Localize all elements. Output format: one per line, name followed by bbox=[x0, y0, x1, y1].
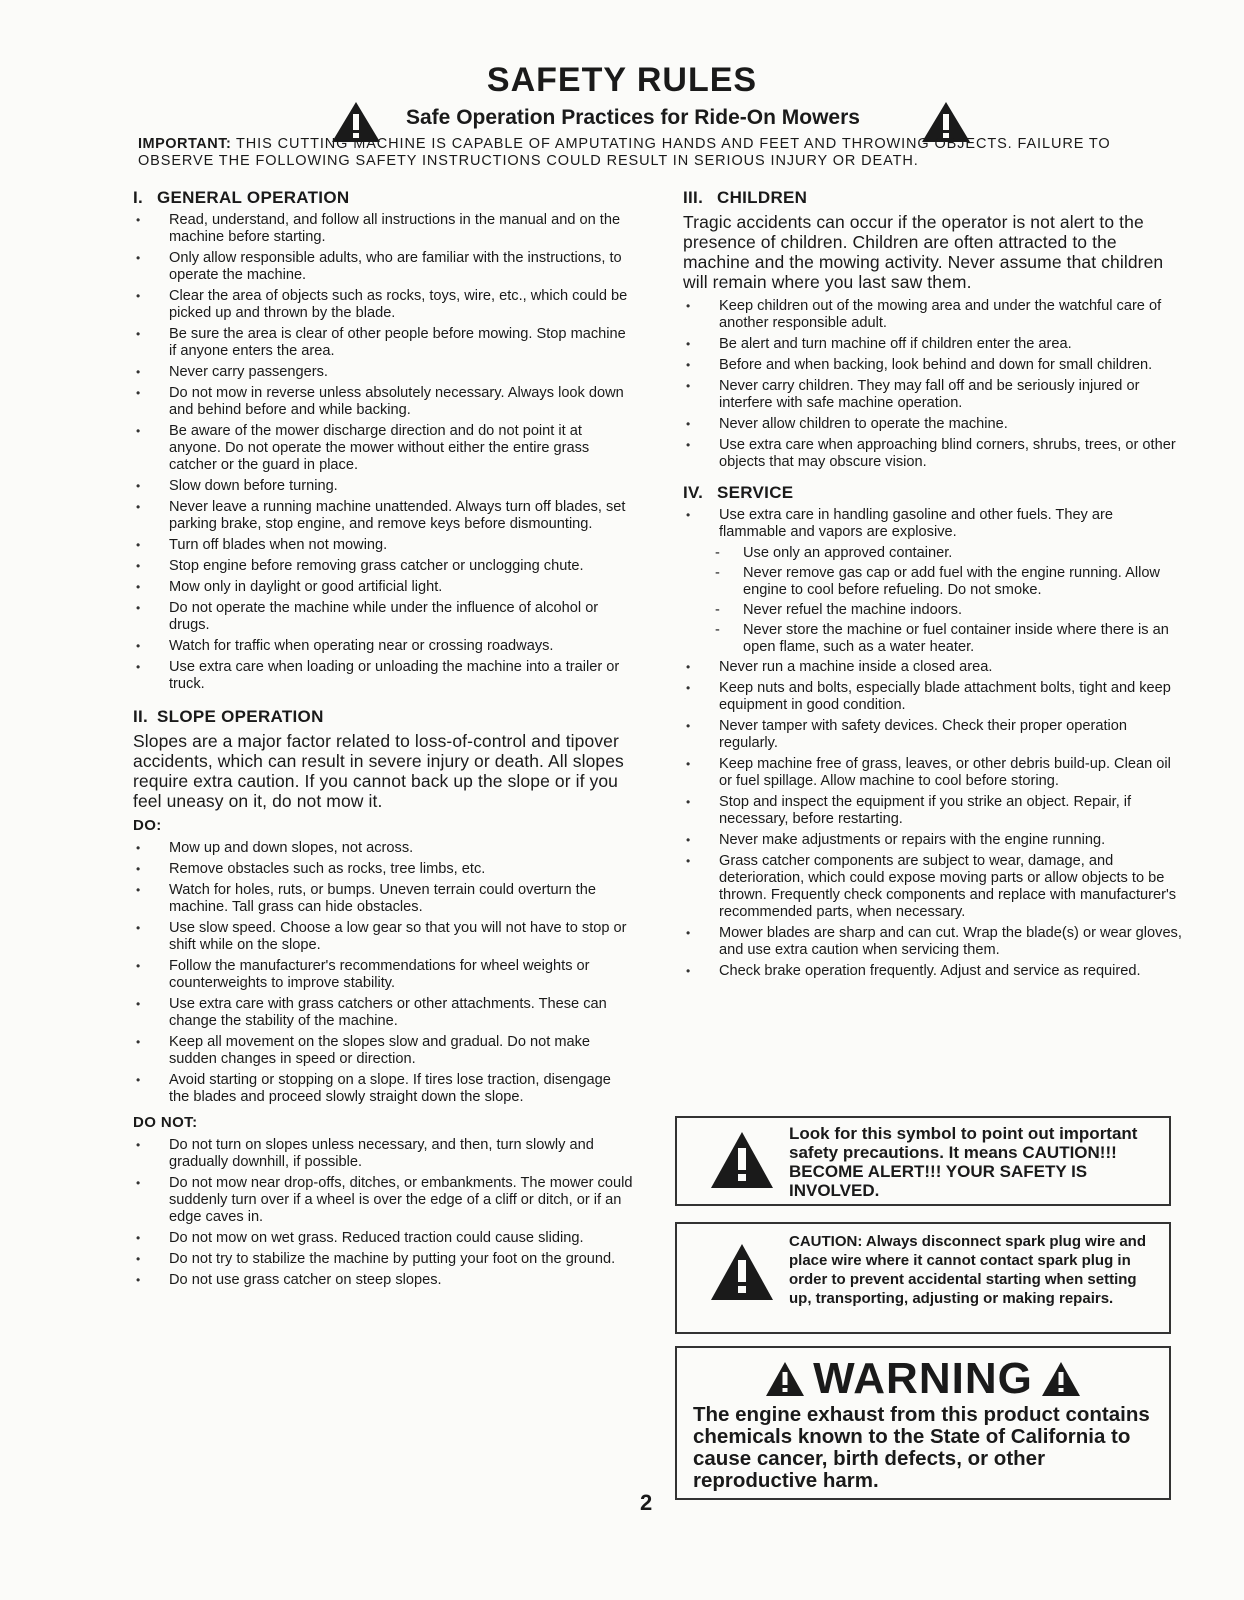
list-item: • Do not mow in reverse unless absolutely necessary. Always look down and behind before and while backing. bbox=[133, 385, 633, 419]
list-item: • Do not mow on wet grass. Reduced traction could cause sliding. bbox=[133, 1230, 633, 1247]
list-item: • Be aware of the mower discharge direction and do not point it at anyone. Do not operate the mower without either the entire grass catcher or the guard in place. bbox=[133, 423, 633, 474]
do-label: DO: bbox=[133, 817, 162, 834]
list-item: • Stop engine before removing grass catcher or unclogging chute. bbox=[133, 558, 633, 575]
list-item: • Never carry children. They may fall off and be seriously injured or interfere with safe machine operation. bbox=[683, 378, 1183, 412]
important-text: THIS CUTTING MACHINE IS CAPABLE OF AMPUTATING HANDS AND FEET AND THROWING OBJECTS. FAILURE TO OBSERVE THE FOLLOWING SAFETY INSTRUCTIONS COULD RESULT IN SERIOUS INJURY OR DEATH. bbox=[138, 136, 1111, 169]
list-item: • Turn off blades when not mowing. bbox=[133, 537, 633, 554]
list-item: • Mow up and down slopes, not across. bbox=[133, 840, 633, 857]
list-item: • Only allow responsible adults, who are familiar with the instructions, to operate the machine. bbox=[133, 250, 633, 284]
slope-do-list bbox=[133, 840, 633, 1106]
list-item: • Use extra care when loading or unloading the machine into a trailer or truck. bbox=[133, 659, 633, 693]
list-item: • Read, understand, and follow all instructions in the manual and on the machine before starting. bbox=[133, 212, 633, 246]
caution-box bbox=[675, 1222, 1171, 1334]
general-operation-list bbox=[133, 212, 633, 693]
list-item: • Do not turn on slopes unless necessary, and then, turn slowly and gradually downhill, if possible. bbox=[133, 1137, 633, 1171]
service-list bbox=[683, 659, 1183, 980]
do-not-label: DO NOT: bbox=[133, 1114, 198, 1131]
section-heading-children: III. CHILDREN bbox=[683, 188, 808, 207]
list-item: • Mower blades are sharp and can cut. Wrap the blade(s) or wear gloves, and use extra caution when servicing them. bbox=[683, 925, 1183, 959]
list-item: • Avoid starting or stopping on a slope. If tires lose traction, disengage the blades and proceed slowly straight down the slope. bbox=[133, 1072, 633, 1106]
warning-triangle-icon bbox=[709, 1242, 775, 1302]
caution-text: CAUTION: Always disconnect spark plug wire and place wire where it cannot contact spark plug in order to prevent accidental starting when setting up, transporting, adjusting or making repairs. bbox=[789, 1233, 1147, 1307]
list-item: • Do not use grass catcher on steep slopes. bbox=[133, 1272, 633, 1289]
list-item: • Do not operate the machine while under the influence of alcohol or drugs. bbox=[133, 600, 633, 634]
list-item: • Keep machine free of grass, leaves, or other debris build-up. Clean oil or fuel spillage. Allow machine to cool before storing. bbox=[683, 756, 1183, 790]
list-item: • Keep children out of the mowing area and under the watchful care of another responsible adult. bbox=[683, 298, 1183, 332]
subtitle-row bbox=[330, 98, 970, 140]
sub-list-item: - Use only an approved container. bbox=[713, 545, 1183, 562]
left-column bbox=[133, 188, 633, 1297]
list-item: • Use slow speed. Choose a low gear so that you will not have to stop or shift while on the slope. bbox=[133, 920, 633, 954]
page-subtitle: Safe Operation Practices for Ride-On Mowers bbox=[406, 106, 860, 129]
warning-box bbox=[675, 1346, 1171, 1500]
warning-title: WARNING bbox=[813, 1354, 1033, 1404]
list-item: • Follow the manufacturer's recommendations for wheel weights or counterweights to improve stability. bbox=[133, 958, 633, 992]
list-item: • Do not mow near drop-offs, ditches, or embankments. The mower could suddenly turn over if a wheel is over the edge of a cliff or ditch, or if an edge caves in. bbox=[133, 1175, 633, 1226]
safety-symbol-text: Look for this symbol to point out important safety precautions. It means CAUTION!!! BECOME ALERT!!! YOUR SAFETY IS INVOLVED. bbox=[789, 1124, 1138, 1200]
important-notice bbox=[138, 136, 1138, 170]
slope-intro: Slopes are a major factor related to loss-of-control and tipover accidents, which can result in severe injury or death. All slopes require extra caution. If you cannot back up the slope or if you feel uneasy on it, do not mow it. bbox=[133, 731, 624, 811]
list-item: • Remove obstacles such as rocks, tree limbs, etc. bbox=[133, 861, 633, 878]
list-item: • Be sure the area is clear of other people before mowing. Stop machine if anyone enters the area. bbox=[133, 326, 633, 360]
important-label: IMPORTANT: bbox=[138, 136, 232, 152]
children-intro: Tragic accidents can occur if the operator is not alert to the presence of children. Children are often attracted to the machine and the mowing activity. Never assume that children will remain where you last saw them. bbox=[683, 212, 1164, 292]
list-item: • Before and when backing, look behind and down for small children. bbox=[683, 357, 1183, 374]
list-item: • Never make adjustments or repairs with the engine running. bbox=[683, 832, 1183, 849]
list-item: • Keep all movement on the slopes slow and gradual. Do not make sudden changes in speed or direction. bbox=[133, 1034, 633, 1068]
list-item: • Watch for holes, ruts, or bumps. Uneven terrain could overturn the machine. Tall grass can hide obstacles. bbox=[133, 882, 633, 916]
list-item: • Never tamper with safety devices. Check their proper operation regularly. bbox=[683, 718, 1183, 752]
list-item: • Grass catcher components are subject to wear, damage, and deterioration, which could expose moving parts or allow objects to be thrown. Frequently check components and replace with manufacturer's recommended parts, when necessary. bbox=[683, 853, 1183, 921]
section-heading-service: IV. SERVICE bbox=[683, 483, 794, 502]
section-heading-slope-operation: II. SLOPE OPERATION bbox=[133, 707, 324, 726]
list-item: • Stop and inspect the equipment if you strike an object. Repair, if necessary, before restarting. bbox=[683, 794, 1183, 828]
list-item: • Use extra care when approaching blind corners, shrubs, trees, or other objects that may obscure vision. bbox=[683, 437, 1183, 471]
list-item: • Never leave a running machine unattended. Always turn off blades, set parking brake, stop engine, and remove keys before dismounting. bbox=[133, 499, 633, 533]
list-item: • Check brake operation frequently. Adjust and service as required. bbox=[683, 963, 1183, 980]
list-item: • Use extra care with grass catchers or other attachments. These can change the stability of the machine. bbox=[133, 996, 633, 1030]
list-item: • Do not try to stabilize the machine by putting your foot on the ground. bbox=[133, 1251, 633, 1268]
sub-list-item: - Never store the machine or fuel container inside where there is an open flame, such as a water heater. bbox=[713, 622, 1183, 656]
service-fuel-sublist bbox=[683, 545, 1183, 656]
list-item: • Never carry passengers. bbox=[133, 364, 633, 381]
warning-triangle-icon bbox=[765, 1361, 805, 1397]
warning-text: The engine exhaust from this product contains chemicals known to the State of California to cause cancer, birth defects, or other reproductive harm. bbox=[693, 1403, 1150, 1492]
list-item: • Mow only in daylight or good artificial light. bbox=[133, 579, 633, 596]
children-list bbox=[683, 298, 1183, 471]
list-item: • Never allow children to operate the machine. bbox=[683, 416, 1183, 433]
service-fuel-list bbox=[683, 507, 1183, 541]
sub-list-item: - Never remove gas cap or add fuel with the engine running. Allow engine to cool before refueling. Do not smoke. bbox=[713, 565, 1183, 599]
list-item: • Be alert and turn machine off if children enter the area. bbox=[683, 336, 1183, 353]
list-item: • Slow down before turning. bbox=[133, 478, 633, 495]
safety-symbol-box bbox=[675, 1116, 1171, 1206]
list-item: • Never run a machine inside a closed area. bbox=[683, 659, 1183, 676]
list-item: • Clear the area of objects such as rocks, toys, wire, etc., which could be picked up and thrown by the blade. bbox=[133, 288, 633, 322]
slope-do-not-list bbox=[133, 1137, 633, 1289]
page-number: 2 bbox=[640, 1490, 653, 1515]
list-item: • Watch for traffic when operating near or crossing roadways. bbox=[133, 638, 633, 655]
list-item: • Keep nuts and bolts, especially blade attachment bolts, tight and keep equipment in good condition. bbox=[683, 680, 1183, 714]
warning-title-row bbox=[677, 1352, 1169, 1402]
sub-list-item: - Never refuel the machine indoors. bbox=[713, 602, 1183, 619]
warning-triangle-icon bbox=[1041, 1361, 1081, 1397]
list-item: • Use extra care in handling gasoline and other fuels. They are flammable and vapors are explosive. bbox=[683, 507, 1183, 541]
warning-triangle-icon bbox=[709, 1130, 775, 1190]
section-heading-general-operation: I. GENERAL OPERATION bbox=[133, 188, 350, 207]
page-title: SAFETY RULES bbox=[486, 61, 758, 99]
right-column bbox=[683, 188, 1183, 988]
